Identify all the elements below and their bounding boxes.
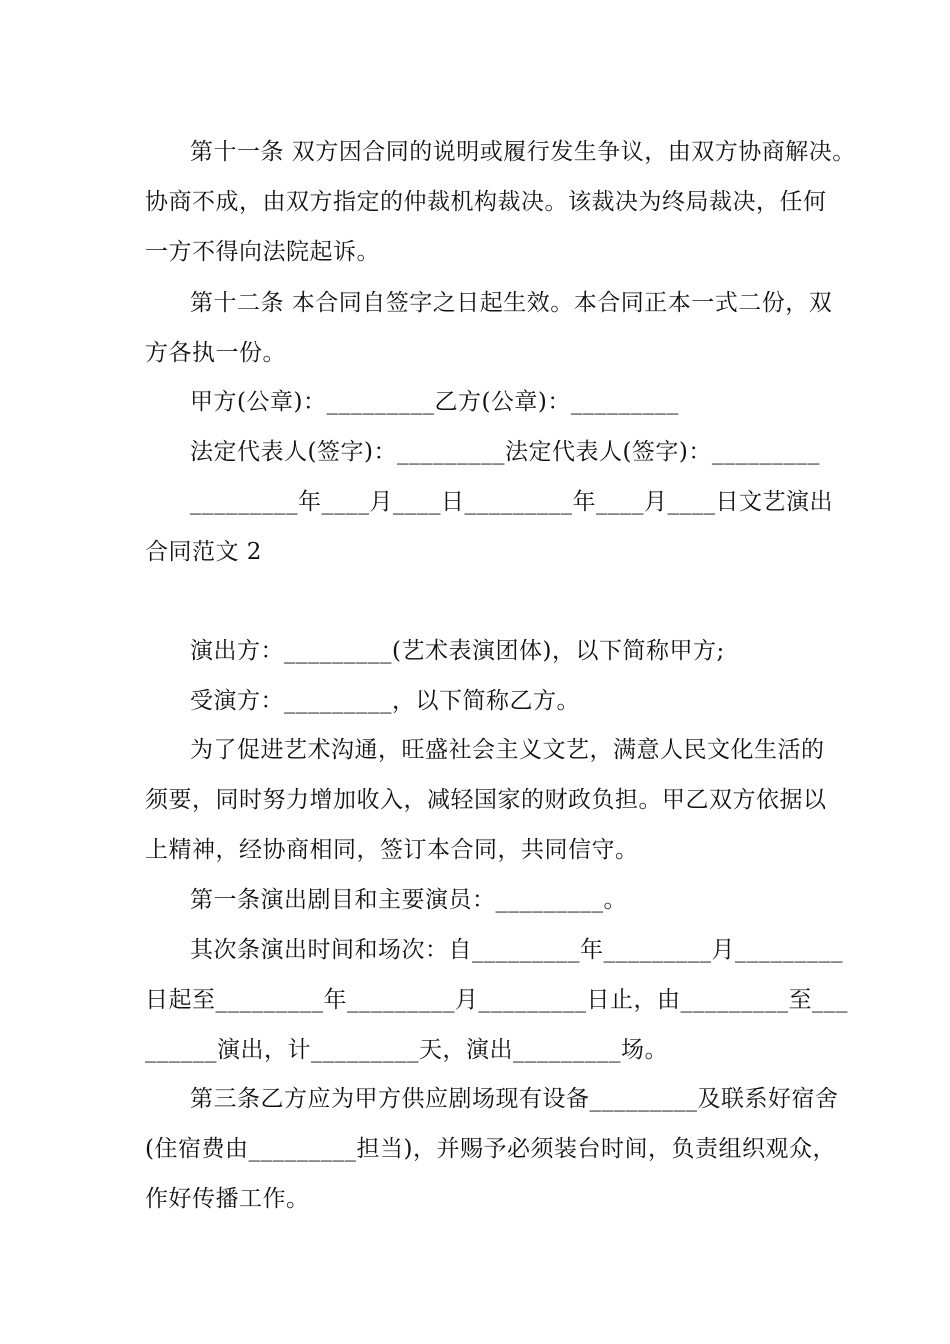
article-2-line-2: 日起至_________年_________月_________日止，由_________至___: [145, 987, 848, 1013]
preamble-line-2: 须要，同时努力增加收入，减轻国家的财政负担。甲乙双方依据以: [145, 787, 827, 813]
paragraph-article-12-line-2: 方各执一份。: [145, 340, 286, 366]
host-line: 受演方：_________，以下简称乙方。: [190, 688, 580, 714]
section-title-line: 合同范文 2: [145, 539, 262, 565]
article-2-line-3: ______演出，计_________天，演出_________场。: [145, 1037, 668, 1063]
article-3-line-1: 第三条乙方应为甲方供应剧场现有设备_________及联系好宿舍: [190, 1086, 839, 1112]
article-1-line: 第一条演出剧目和主要演员：_________。: [190, 887, 627, 913]
paragraph-article-11-line-3: 一方不得向法院起诉。: [145, 239, 380, 265]
paragraph-article-11-line-1: 第十一条 双方因合同的说明或履行发生争议，由双方协商解决。: [190, 139, 856, 165]
preamble-line-3: 上精神，经协商相同，签订本合同，共同信守。: [145, 837, 639, 863]
legal-representative-line: 法定代表人(签字)：_________法定代表人(签字)：_________: [190, 439, 820, 465]
article-3-line-2: (住宿费由_________担当)，并赐予必须装台时间，负责组织观众，: [145, 1136, 836, 1162]
date-line: _________年____月____日_________年____月____日文艺演出: [190, 489, 833, 515]
paragraph-article-12-line-1: 第十二条 本合同自签字之日起生效。本合同正本一式二份，双: [190, 290, 833, 316]
party-seal-line: 甲方(公章)：_________乙方(公章)：_________: [190, 389, 679, 415]
paragraph-article-11-line-2: 协商不成，由双方指定的仲裁机构裁决。该裁决为终局裁决，任何: [145, 189, 827, 215]
article-2-line-1: 其次条演出时间和场次：自_________年_________月_________: [190, 937, 843, 963]
preamble-line-1: 为了促进艺术沟通，旺盛社会主义文艺，满意人民文化生活的: [190, 737, 825, 763]
performer-line: 演出方：_________(艺术表演团体)，以下简称甲方;: [190, 638, 725, 664]
article-3-line-3: 作好传播工作。: [145, 1186, 310, 1212]
